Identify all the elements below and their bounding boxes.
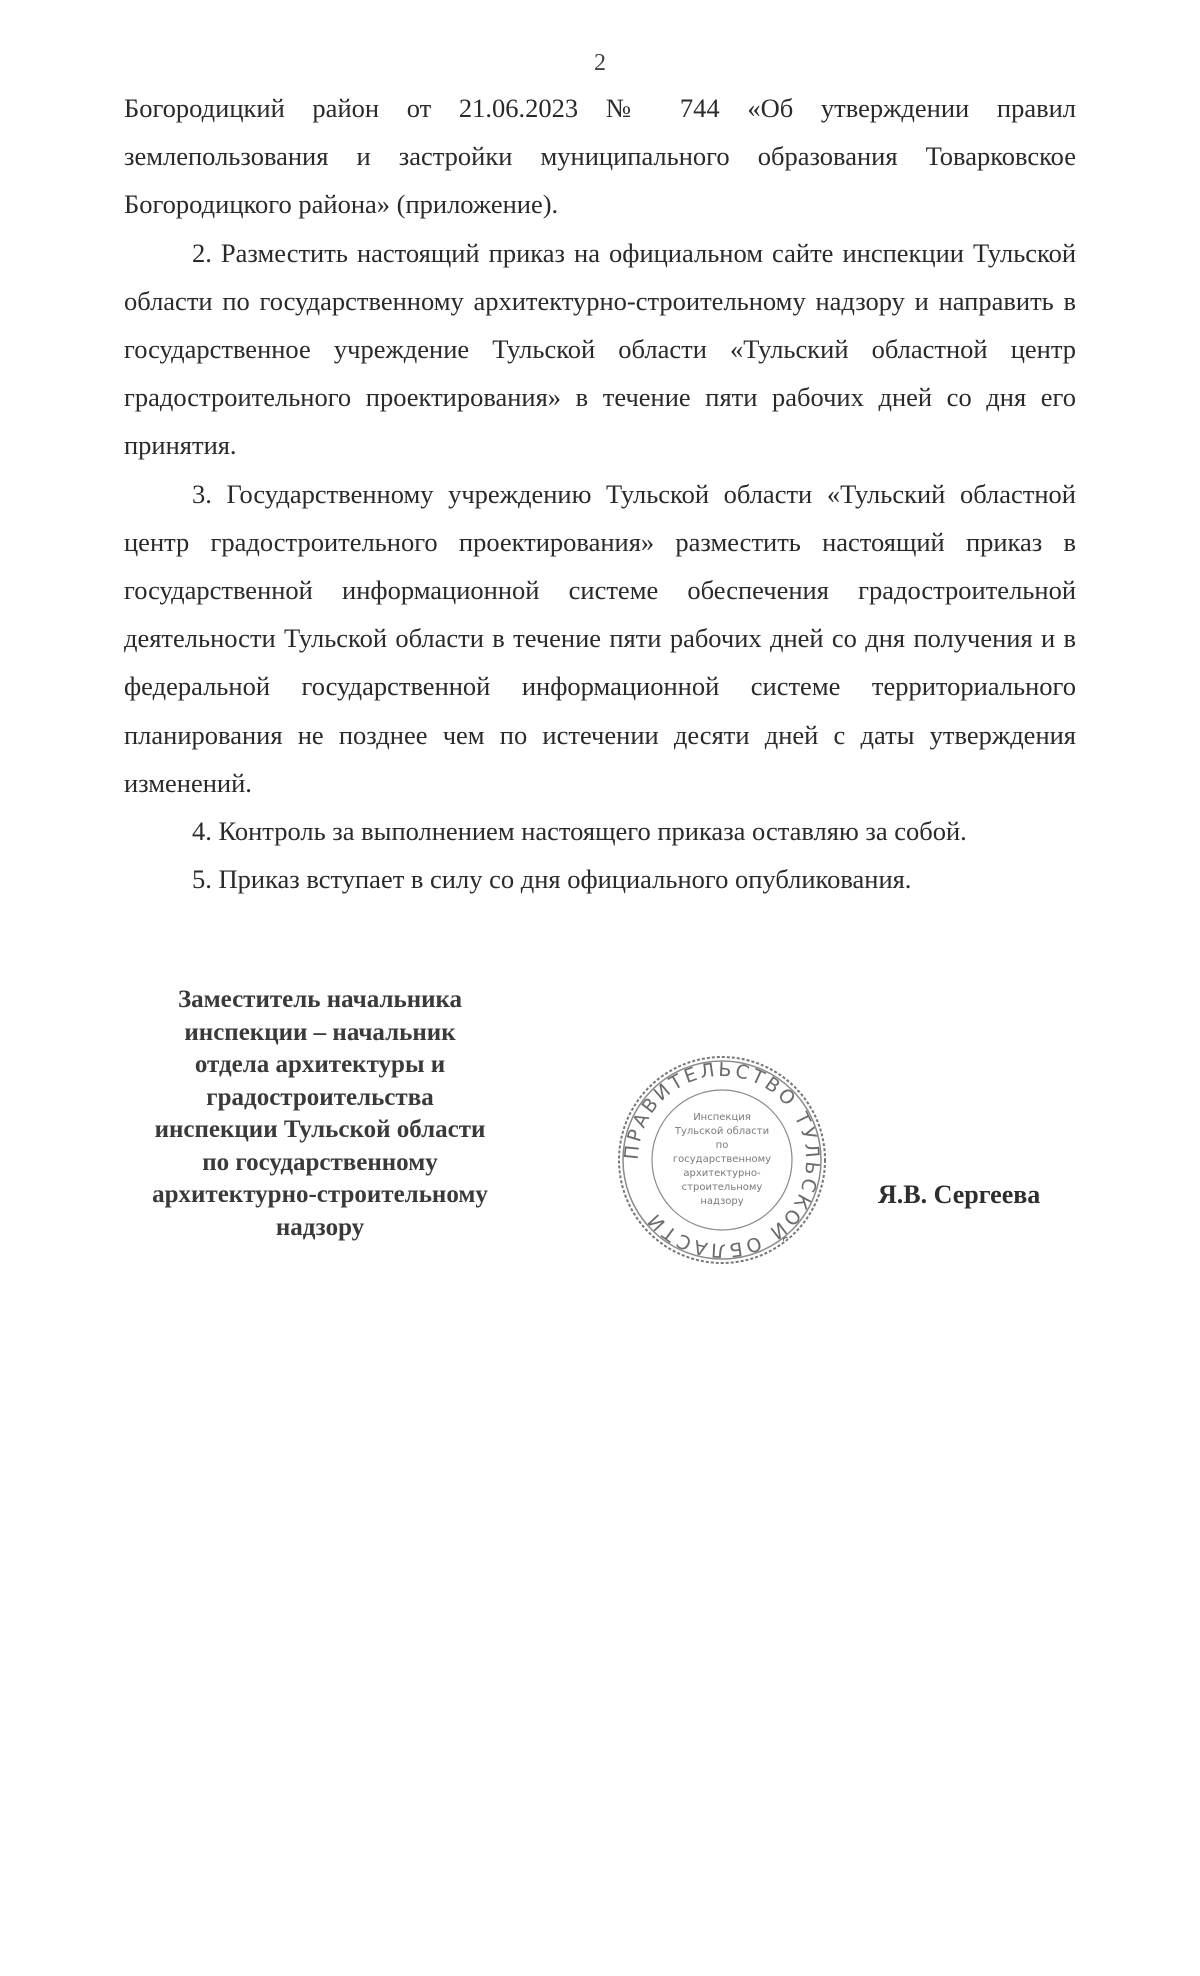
position-line: архитектурно-строительному [152,1181,488,1208]
seal-inner-line: государственному [672,1154,772,1165]
position-line: по государственному [202,1148,438,1176]
paragraph-4: 4. Контроль за выполнением настоящего приказа оставляю за собой. [192,816,967,847]
seal-inner-line: по [715,1140,729,1151]
document-body [124,84,1076,903]
official-seal-stamp [616,1054,828,1266]
position-line: надзору [275,1213,365,1241]
position-line: инспекции – начальник [184,1018,456,1046]
seal-inner-line: архитектурно- [683,1168,761,1179]
paragraph-continuation: Богородицкий район от 21.06.2023 № 744 «Об утверждении правил землепользования и застройки муниципального образования Товарковское Богородицкого района» (приложение). [124,93,1076,220]
seal-inner-line: Инспекция [693,1112,751,1123]
paragraph-2: 2. Разместить настоящий приказ на официальном сайте инспекции Тульской области по государственному архитектурно-строительному надзору и направить в государственное учреждение Тульской области «Тульский областной центр градостроительного проектирования» в течение пяти рабочих дней со дня его принятия. [124,237,1076,461]
position-line: отдела архитектуры и [194,1051,446,1078]
seal-inner-line: строительному [681,1182,763,1193]
seal-inner-line: надзору [700,1196,744,1207]
paragraph-3: 3. Государственному учреждению Тульской области «Тульский областной центр градостроительного проектирования» разместить настоящий приказ в государственной информационной системе обеспечения градостроительной деятельности Тульской области в течение пяти рабочих дней со дня получения и в федеральной государственной информационной системе территориального планирования не позднее чем по истечении десяти дней с даты утверждения изменений. [124,478,1076,798]
seal-inner-text [673,1112,771,1207]
seal-inner-line: Тульской области [674,1126,770,1137]
seal-outer-text: ПРАВИТЕЛЬСТВО ТУЛЬСКОЙ ОБЛАСТИ [620,1058,824,1262]
position-line: градостроительства [206,1083,434,1111]
page-number: 2 [594,50,606,76]
position-line: Заместитель начальника [177,986,463,1013]
paragraph-5: 5. Приказ вступает в силу со дня официального опубликования. [192,864,912,895]
signer-name: Я.В. Сергеева [878,1180,1041,1209]
signatory-position [130,984,510,1244]
position-line: инспекции Тульской области [154,1116,486,1143]
